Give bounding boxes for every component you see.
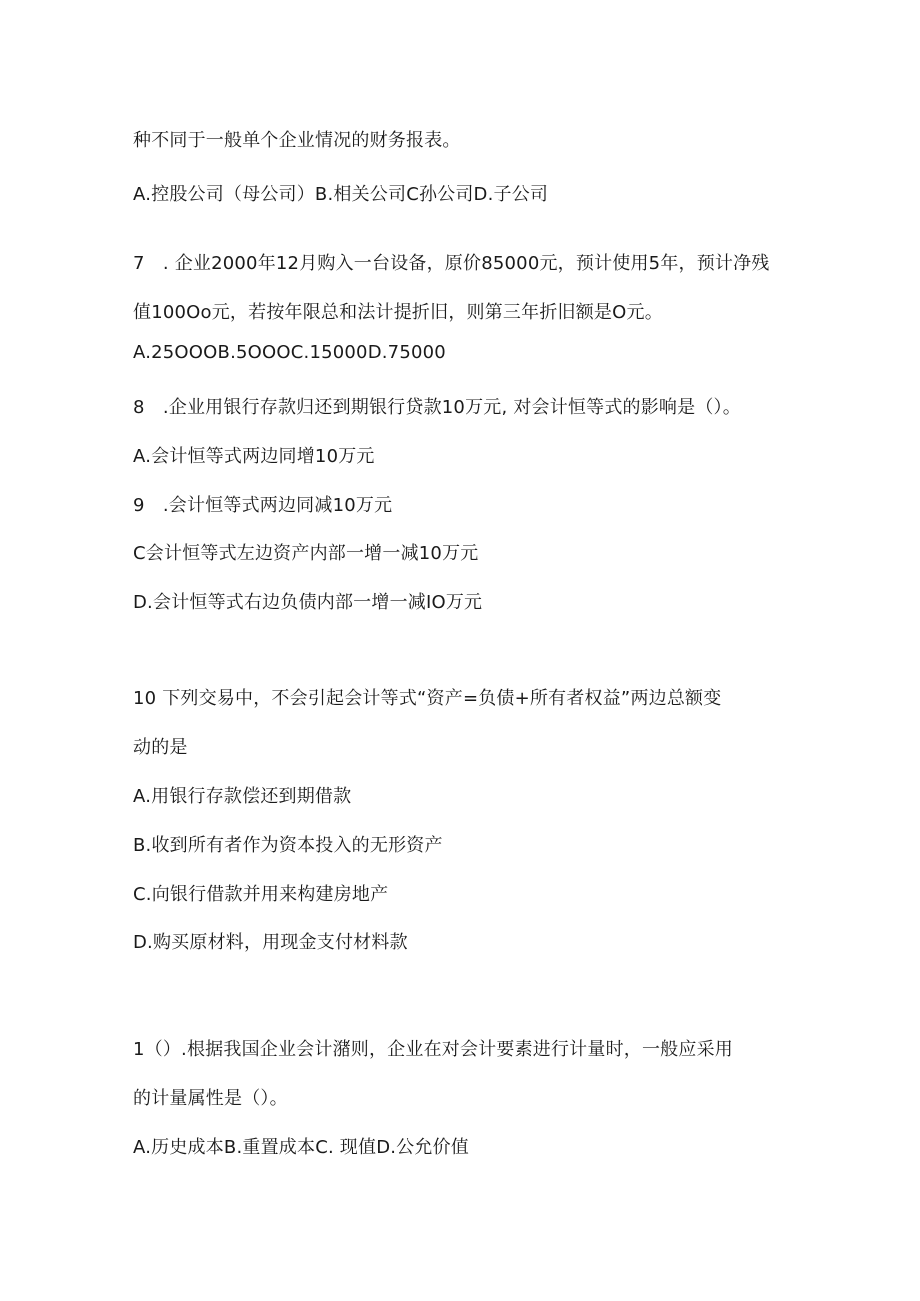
text-line: 1（）.根据我国企业会计潴则，企业在对会计要素进行计量时，一般应采用 [133,1039,733,1060]
text-line: 动的是 [133,737,188,758]
text-line: 9 .会计恒等式两边同减10万元 [133,495,393,516]
text-line: A.25OOOB.5OOOC.15000D.75000 [133,342,446,363]
text-line: 8 .企业用银行存款归还到期银行贷款10万元, 对会计恒等式的影响是（）。 [133,397,741,418]
text-line: A.控股公司（母公司）B.相关公司C孙公司D.子公司 [133,184,549,205]
text-line: A.会计恒等式两边同增10万元 [133,446,375,467]
text-line: 值100Oo元，若按年限总和法计提折旧，则第三年折旧额是O元。 [133,302,663,323]
text-line: D.购买原材料，用现金支付材料款 [133,932,408,953]
text-line: 种不同于一般单个企业情况的财务报表。 [133,130,461,151]
text-line: C会计恒等式左边资产内部一增一减10万元 [133,543,479,564]
text-line: D.会计恒等式右边负债内部一增一减IO万元 [133,592,483,613]
text-line: 的计量属性是（）。 [133,1088,288,1109]
text-line: A.用银行存款偿还到期借款 [133,786,352,807]
text-line: 7 . 企业2000年12月购入一台设备，原价85000元，预计使用5年，预计净残 [133,253,770,274]
text-line: C.向银行借款并用来构建房地产 [133,884,389,905]
text-line: B.收到所有者作为资本投入的无形资产 [133,835,443,856]
text-line: A.历史成本B.重置成本C. 现值D.公允价值 [133,1137,469,1158]
text-line: 10 下列交易中，不会引起会计等式“资产=负债+所有者权益”两边总额变 [133,688,722,709]
